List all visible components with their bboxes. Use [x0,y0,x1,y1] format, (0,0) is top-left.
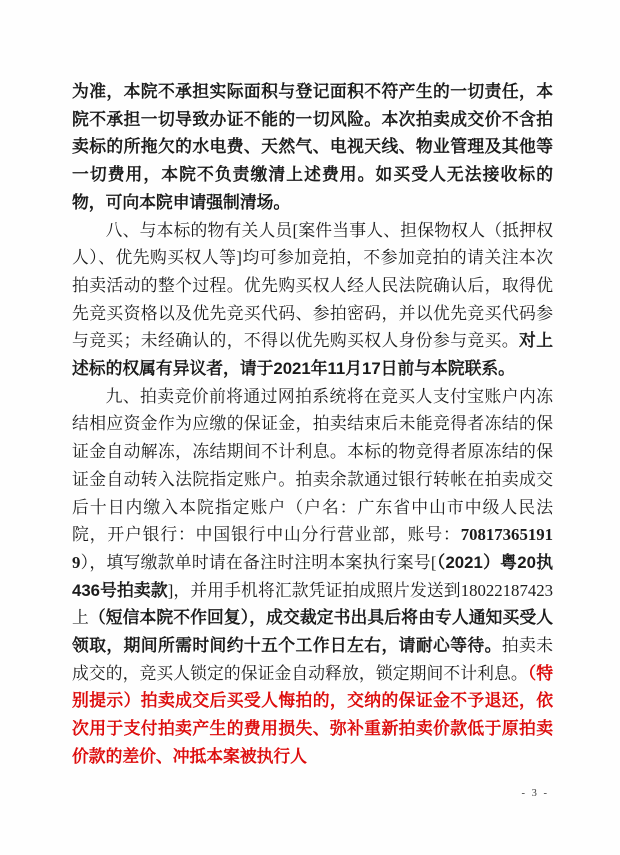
document-body [72,78,553,771]
fees-disclaimer-text: 为准，本院不承担实际面积与登记面积不符产生的一切责任，本院不承担一切导致办证不能的一切风险。本次拍卖成交价不含拍卖标的所拖欠的水电费、天然气、电视天线、物业管理及其他等一切费用，本院不负责缴清上述费用。如买受人无法接收标的物，可向本院申请强制清场。 [72,82,553,212]
execution-case-number: （2021）粤20执436号拍卖款 [72,552,553,600]
bank-account-number: 708173651919 [72,525,553,572]
page-number: - 3 - [521,788,549,799]
paragraph-fees-disclaimer [72,78,553,217]
special-alert-text: （特别提示）拍卖成交后买受人悔拍的，交纳的保证金不予退还，依次用于支付拍卖产生的费用损失、弥补重新拍卖价款低于原拍卖价款的差价、冲抵本案被执行人 [72,663,553,766]
unsold-deposit-release-text: 拍卖未成交的，竞买人锁定的保证金自动释放，锁定期间不计利息。 [72,636,553,683]
deposit-procedure-text: 九、拍卖竞价前将通过网拍系统将在竞买人支付宝账户内冻结相应资金作为应缴的保证金，拍卖结束后未能竞得者冻结的保证金自动解冻，冻结期间不计利息。本标的物竞得者原冻结的保证金自动转入法院指定账户。拍卖余款通过银行转帐在拍卖成交后十日内缴入本院指定账户（户名：广东省中山市中级人民法院，开户银行：中国银行中山分行营业部，账号： [72,386,553,545]
sms-no-reply-notice-text: （短信本院不作回复），成交裁定书出具后将由专人通知买受人领取，期间所需时间约十五个工作日左右，请耐心等待。 [72,608,553,656]
remittance-photo-text: ]，并用手机将汇款凭证拍成照片发送到18022187423上 [72,580,554,628]
eligible-bidders-text: 八、与本标的物有关人员[案件当事人、担保物权人（抵押权人）、优先购买权人等]均可参加竞拍，不参加竞拍的请关注本次拍卖活动的整个过程。优先购买权人经人民法院确认后，取得优先竞买资格以及优先竞买代码、参拍密码，并以优先竞买代码参与竞买；未经确认的，不得以优先购买权人身份参与竞买。 [72,220,553,351]
paragraph-eligible-bidders [72,217,553,383]
payment-slip-note-text: ），填写缴款单时请在备注时注明本案执行案号[ [80,552,437,572]
ownership-objection-deadline-text: 对上述标的权属有异议者，请于2021年11月17日前与本院联系。 [72,331,553,379]
paragraph-deposit-payment [72,383,553,771]
